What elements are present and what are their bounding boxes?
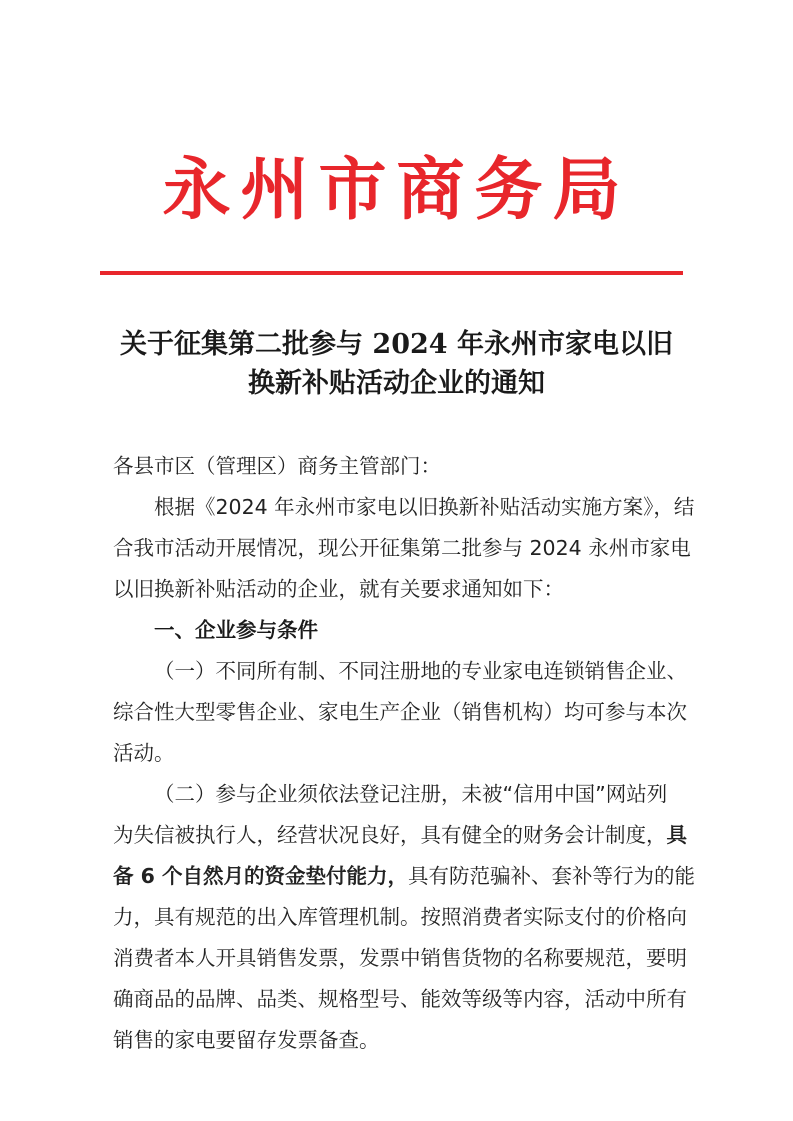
intro-line-1: 根据《2024 年永州市家电以旧换新补贴活动实施方案》，结 bbox=[154, 495, 695, 519]
document-body bbox=[113, 446, 703, 1061]
item-2-line-6: 确商品的品牌、品类、规格型号、能效等级等内容，活动中所有 bbox=[113, 987, 687, 1011]
item-2-line-2-text: 为失信被执行人，经营状况良好，具有健全的财务会计制度， bbox=[113, 823, 667, 847]
item-2-line-7: 销售的家电要留存发票备查。 bbox=[113, 1028, 380, 1052]
salutation: 各县市区（管理区）商务主管部门： bbox=[113, 454, 441, 478]
intro-line-2: 合我市活动开展情况，现公开征集第二批参与 2024 永州市家电 bbox=[113, 536, 691, 560]
item-2-line-1: （二）参与企业须依法登记注册，未被“信用中国”网站列 bbox=[154, 782, 668, 806]
item-2-line-4: 力，具有规范的出入库管理机制。按照消费者实际支付的价格向 bbox=[113, 905, 687, 929]
item-1-line-1: （一）不同所有制、不同注册地的专业家电连锁销售企业、 bbox=[154, 659, 687, 683]
intro-line-3: 以旧换新补贴活动的企业，就有关要求通知如下： bbox=[113, 577, 564, 601]
item-2-line-5: 消费者本人开具销售发票，发票中销售货物的名称要规范，要明 bbox=[113, 946, 687, 970]
red-divider-line bbox=[100, 271, 683, 275]
document-title bbox=[70, 325, 723, 403]
document-title-line-1: 关于征集第二批参与 2024 年永州市家电以旧 bbox=[120, 329, 673, 360]
section-1-heading: 一、企业参与条件 bbox=[154, 618, 318, 642]
item-2-line-2 bbox=[113, 815, 703, 856]
item-2-line-3-emphasis: 备 6 个自然月的资金垫付能力， bbox=[113, 864, 409, 888]
item-2-line-2-emphasis: 具 bbox=[666, 823, 687, 847]
item-2-line-3 bbox=[113, 856, 703, 897]
document-title-line-2: 换新补贴活动企业的通知 bbox=[248, 368, 545, 399]
issuing-authority-header: 永州市商务局 bbox=[162, 150, 631, 230]
item-1-line-3: 活动。 bbox=[113, 741, 175, 765]
item-2-line-3-text: 具有防范骗补、套补等行为的能 bbox=[408, 864, 696, 888]
item-1-line-2: 综合性大型零售企业、家电生产企业（销售机构）均可参与本次 bbox=[113, 700, 687, 724]
